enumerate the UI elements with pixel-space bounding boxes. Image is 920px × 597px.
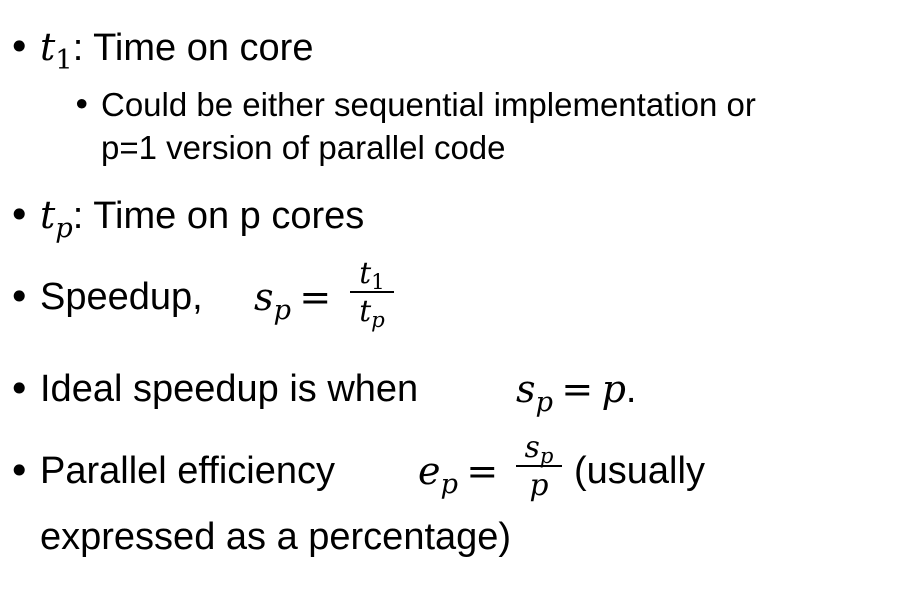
frac-num-sub: 1 bbox=[371, 270, 385, 296]
equals-sign: = bbox=[466, 449, 499, 493]
t1-symbol: t bbox=[40, 25, 56, 69]
p-symbol: p bbox=[601, 367, 626, 411]
frac-num-sub: p bbox=[539, 444, 554, 470]
sp-symbol: s bbox=[254, 275, 274, 319]
frac-num-symbol: t bbox=[359, 255, 372, 290]
sub-bullet-dot: • bbox=[72, 85, 92, 124]
sub-bullet-line-2: p=1 version of parallel code bbox=[101, 129, 506, 166]
bullet-4-prefix: Ideal speedup is when bbox=[40, 368, 419, 410]
frac-den-sub: p bbox=[371, 308, 385, 334]
speedup-fraction bbox=[350, 255, 394, 334]
bullet-dot: • bbox=[8, 25, 31, 69]
bullet-5-suffix: (usually bbox=[574, 450, 705, 492]
bullet-dot: • bbox=[8, 275, 31, 319]
bullet-1-text: : Time on core bbox=[72, 27, 314, 69]
equals-sign: = bbox=[561, 367, 594, 411]
frac-den-symbol: p bbox=[529, 467, 549, 503]
ep-subscript: p bbox=[440, 468, 459, 500]
sp-subscript: p bbox=[535, 386, 554, 418]
bullet-5-prefix: Parallel efficiency bbox=[40, 450, 336, 492]
bullet-dot: • bbox=[8, 449, 31, 493]
period: . bbox=[625, 369, 637, 411]
ep-symbol: e bbox=[418, 449, 441, 493]
bullet-3-prefix: Speedup, bbox=[40, 276, 203, 318]
equals-sign: = bbox=[299, 275, 332, 319]
sub-bullet-line-1: Could be either sequential implementation or bbox=[101, 86, 756, 123]
bullet-dot: • bbox=[8, 193, 31, 237]
bullet-2-text: : Time on p cores bbox=[72, 195, 365, 237]
frac-num-symbol: s bbox=[524, 429, 540, 464]
bullet-dot: • bbox=[8, 367, 31, 411]
sp-symbol: s bbox=[516, 367, 536, 411]
sp-subscript: p bbox=[273, 294, 292, 326]
tp-symbol: t bbox=[40, 193, 56, 237]
frac-den-symbol: t bbox=[359, 293, 372, 329]
tp-subscript: p bbox=[55, 212, 73, 244]
bullet-5-line-2: expressed as a percentage) bbox=[40, 516, 512, 558]
efficiency-fraction bbox=[516, 430, 562, 502]
t1-subscript: 1 bbox=[55, 44, 73, 76]
